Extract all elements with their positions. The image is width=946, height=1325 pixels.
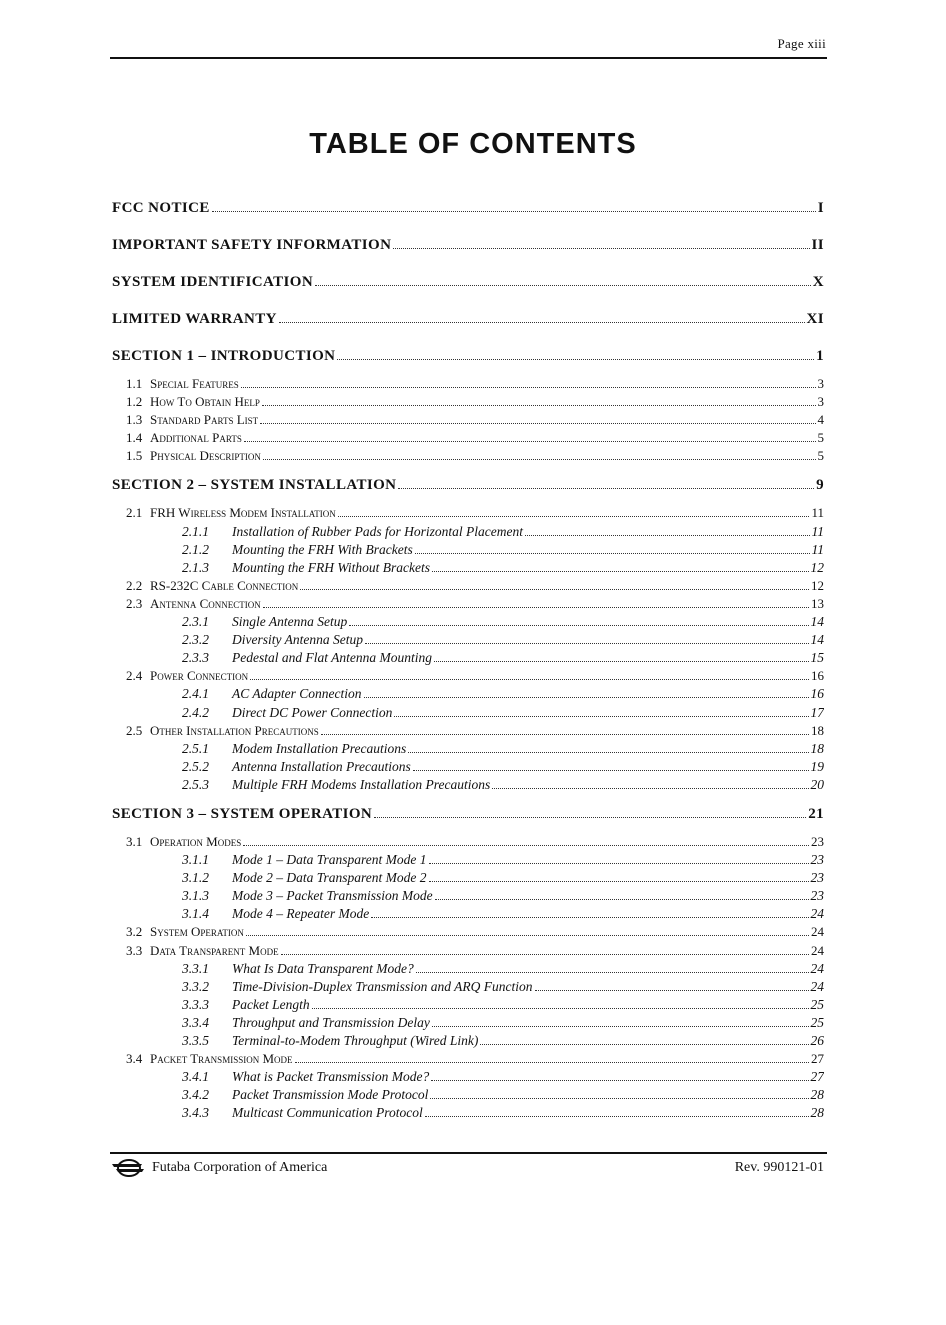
toc-entry-page: 3	[817, 376, 824, 391]
toc-entry-section[interactable]	[112, 375, 824, 393]
toc-entry-page: 3	[817, 394, 824, 410]
toc-entry-page: 24	[810, 906, 824, 922]
toc-entry-subsection[interactable]	[112, 559, 824, 577]
toc-entry-page: 5	[817, 430, 824, 446]
toc-entry-subsection[interactable]	[112, 996, 824, 1014]
toc-dot-leader	[374, 816, 806, 818]
toc-entry-section[interactable]	[112, 1050, 824, 1068]
toc-entry-page: 23	[811, 833, 824, 849]
toc-entry-number: 3.3.4	[182, 1014, 209, 1030]
toc-entry-number: 1.4	[126, 430, 143, 446]
toc-entry-subsection[interactable]	[112, 704, 824, 722]
toc-entry-page: 1	[816, 348, 824, 364]
toc-entry-number: 2.5.3	[182, 776, 209, 792]
company-name: Futaba Corporation of America	[152, 1160, 328, 1175]
toc-entry-page: 18	[811, 722, 824, 738]
toc-dot-leader	[337, 358, 814, 360]
toc-entry-page: 26	[810, 1033, 824, 1048]
toc-entry-subsection[interactable]	[112, 541, 824, 559]
toc-entry-number: 3.1.1	[182, 852, 209, 868]
toc-entry-number: 2.3	[126, 595, 143, 611]
toc-entry-label: Antenna Connection	[150, 595, 261, 611]
toc-entry-label: What Is Data Transparent Mode?	[232, 960, 414, 976]
toc-entry-section[interactable]	[112, 722, 824, 740]
toc-dot-leader	[434, 660, 809, 662]
toc-entry-label: IMPORTANT SAFETY INFORMATION	[112, 237, 392, 253]
toc-entry-subsection[interactable]	[112, 613, 824, 631]
toc-entry-subsection[interactable]	[112, 740, 824, 758]
toc-entry-number: 3.3.3	[182, 996, 209, 1012]
toc-entry-major[interactable]	[112, 467, 824, 504]
toc-entry-subsection[interactable]	[112, 905, 824, 923]
toc-dot-leader	[241, 386, 816, 388]
toc-entry-number: 2.3.3	[182, 650, 209, 666]
toc-entry-label: SYSTEM IDENTIFICATION	[112, 274, 314, 290]
toc-entry-section[interactable]	[112, 393, 824, 411]
toc-entry-page: 23	[810, 888, 824, 904]
toc-entry-section[interactable]	[112, 942, 824, 960]
toc-entry-label: Packet Length	[232, 996, 310, 1012]
toc-entry-label: Additional Parts	[150, 430, 242, 446]
toc-entry-subsection[interactable]	[112, 523, 824, 541]
toc-dot-leader	[212, 210, 816, 212]
toc-dot-leader	[262, 404, 816, 406]
toc-entry-label: Multiple FRH Modems Installation Precautions	[232, 776, 491, 792]
toc-entry-number: 3.4.1	[182, 1069, 209, 1085]
toc-entry-number: 2.5.1	[182, 740, 209, 756]
toc-entry-label: Packet Transmission Mode	[150, 1051, 293, 1067]
toc-entry-label: Throughput and Transmission Delay	[232, 1014, 430, 1030]
toc-entry-number: 3.4	[126, 1051, 143, 1067]
toc-dot-leader	[525, 534, 810, 536]
toc-entry-number: 3.1	[126, 833, 143, 849]
toc-dot-leader	[398, 487, 814, 489]
toc-entry-page: 28	[810, 1105, 824, 1121]
toc-entry-subsection[interactable]	[112, 1104, 824, 1122]
toc-entry-number: 3.3	[126, 942, 143, 958]
toc-entry-section[interactable]	[112, 429, 824, 447]
toc-entry-number: 2.5.2	[182, 758, 209, 774]
toc-entry-section[interactable]	[112, 577, 824, 595]
toc-entry-page: 15	[810, 650, 824, 666]
toc-entry-page: 18	[810, 740, 824, 756]
footer-company	[110, 1158, 327, 1178]
toc-entry-number: 3.4.3	[182, 1105, 209, 1121]
toc-entry-label: Time-Division-Duplex Transmission and ARQ Function	[232, 978, 533, 994]
toc-entry-number: 3.1.3	[182, 888, 209, 904]
toc-entry-number: 2.4	[126, 668, 143, 684]
toc-entry-number: 2.4.2	[182, 704, 209, 720]
toc-dot-leader	[364, 696, 809, 698]
toc-entry-page: 24	[811, 942, 824, 958]
toc-entry-label: FCC NOTICE	[112, 200, 210, 216]
toc-entry-page: 11	[811, 541, 824, 557]
toc-entry-number: 1.2	[126, 394, 143, 410]
toc-dot-leader	[415, 552, 810, 554]
toc-dot-leader	[260, 422, 815, 424]
toc-entry-page: 12	[811, 577, 824, 593]
toc-dot-leader	[321, 733, 809, 735]
toc-entry-label: Mode 3 – Packet Transmission Mode	[232, 888, 433, 904]
toc-dot-leader	[408, 751, 808, 753]
toc-dot-leader	[281, 953, 809, 955]
toc-entry-page: 11	[811, 505, 824, 521]
toc-entry-subsection[interactable]	[112, 1014, 824, 1032]
toc-entry-subsection[interactable]	[112, 869, 824, 887]
toc-entry-page: I	[817, 200, 824, 216]
toc-entry-label: SECTION 1 – INTRODUCTION	[112, 348, 336, 364]
toc-entry-page: 16	[810, 686, 824, 702]
toc-entry-number: 1.5	[126, 448, 143, 464]
toc-entry-number: 2.4.1	[182, 686, 209, 702]
toc-entry-page: 24	[810, 960, 824, 976]
toc-dot-leader	[480, 1043, 808, 1045]
toc-entry-major[interactable]	[112, 264, 824, 301]
toc-dot-leader	[435, 898, 809, 900]
toc-entry-number: 3.1.2	[182, 870, 209, 886]
toc-entry-page: 25	[810, 996, 824, 1012]
toc-entry-label: How To Obtain Help	[150, 394, 260, 410]
toc-dot-leader	[349, 624, 808, 626]
toc-entry-subsection[interactable]	[112, 887, 824, 905]
toc-entry-subsection[interactable]	[112, 649, 824, 667]
toc-entry-section[interactable]	[112, 923, 824, 941]
toc-entry-section[interactable]	[112, 833, 824, 851]
toc-entry-number: 3.4.2	[182, 1087, 209, 1103]
toc-entry-number: 3.3.2	[182, 978, 209, 994]
toc-entry-label: Multicast Communication Protocol	[232, 1105, 423, 1121]
toc-dot-leader	[429, 880, 809, 882]
toc-entry-label: Physical Description	[150, 448, 261, 464]
toc-entry-page: 19	[810, 758, 824, 774]
toc-dot-leader	[371, 916, 808, 918]
toc-entry-label: RS-232C Cable Connection	[150, 577, 299, 593]
toc-dot-leader	[246, 934, 809, 936]
toc-entry-major[interactable]	[112, 227, 824, 264]
toc-entry-page: 11	[811, 523, 824, 539]
toc-dot-leader	[425, 1115, 809, 1117]
toc-entry-label: Operation Modes	[150, 833, 242, 849]
toc-entry-label: Single Antenna Setup	[232, 614, 348, 630]
toc-entry-label: Antenna Installation Precautions	[232, 758, 411, 774]
toc-entry-subsection[interactable]	[112, 978, 824, 996]
toc-entry-subsection[interactable]	[112, 758, 824, 776]
toc-dot-leader	[431, 1079, 808, 1081]
toc-dot-leader	[243, 844, 809, 846]
toc-entry-page: 17	[810, 704, 824, 720]
toc-entry-subsection[interactable]	[112, 776, 824, 794]
toc-entry-page: 20	[810, 776, 824, 792]
toc-entry-major[interactable]	[112, 796, 824, 833]
toc-entry-label: Pedestal and Flat Antenna Mounting	[232, 650, 432, 666]
toc-entry-page: 4	[817, 412, 824, 428]
toc-dot-leader	[432, 570, 809, 572]
toc-entry-label: Mode 4 – Repeater Mode	[232, 906, 370, 922]
toc-entry-subsection[interactable]	[112, 685, 824, 703]
toc-entry-label: Power Connection	[150, 668, 249, 684]
toc-entry-page: 16	[811, 668, 824, 684]
toc-entry-label: Mounting the FRH Without Brackets	[232, 559, 430, 575]
toc-entry-label: What is Packet Transmission Mode?	[232, 1069, 430, 1085]
toc-dot-leader	[393, 247, 809, 249]
toc-entry-number: 2.1.1	[182, 523, 209, 539]
toc-dot-leader	[315, 284, 811, 286]
toc-entry-section[interactable]	[112, 447, 824, 465]
toc-dot-leader	[492, 787, 808, 789]
toc-entry-page: 24	[810, 978, 824, 994]
toc-entry-number: 3.3.1	[182, 960, 209, 976]
toc-entry-number: 1.1	[126, 376, 143, 391]
toc-entry-label: Mode 2 – Data Transparent Mode 2	[232, 870, 427, 886]
toc-dot-leader	[394, 715, 808, 717]
header-rule	[110, 57, 827, 59]
toc-entry-page: 5	[817, 448, 824, 464]
toc-entry-label: System Operation	[150, 924, 244, 940]
toc-entry-subsection[interactable]	[112, 1086, 824, 1104]
toc-dot-leader	[432, 1025, 809, 1027]
toc-dot-leader	[250, 678, 809, 680]
toc-dot-leader	[430, 1097, 808, 1099]
toc-entry-subsection[interactable]	[112, 1068, 824, 1086]
toc-entry-number: 3.3.5	[182, 1033, 209, 1048]
toc-entry-page: 24	[811, 924, 824, 940]
toc-entry-label: Other Installation Precautions	[150, 722, 319, 738]
toc-entry-page: 21	[808, 805, 824, 822]
toc-dot-leader	[279, 321, 805, 323]
toc-entry-number: 2.3.1	[182, 614, 209, 630]
toc-entry-subsection[interactable]	[112, 960, 824, 978]
toc-entry-page: 27	[811, 1051, 824, 1067]
toc-entry-page: 27	[810, 1069, 824, 1085]
toc-entry-label: LIMITED WARRANTY	[112, 311, 277, 327]
toc-dot-leader	[263, 606, 809, 608]
toc-entry-page: 9	[816, 477, 824, 494]
revision-label: Rev. 990121-01	[734, 1160, 824, 1175]
toc-dot-leader	[244, 440, 816, 442]
toc-entry-label: Modem Installation Precautions	[232, 740, 407, 756]
toc-entry-major[interactable]	[112, 301, 824, 338]
toc-entry-page: 23	[810, 852, 824, 868]
page-number-header: Page xiii	[777, 36, 826, 51]
toc-dot-leader	[295, 1061, 809, 1063]
toc-dot-leader	[413, 769, 809, 771]
toc-dot-leader	[312, 1007, 809, 1009]
table-of-contents	[112, 190, 824, 1122]
toc-entry-page: 28	[810, 1087, 824, 1103]
toc-entry-label: SECTION 2 – SYSTEM INSTALLATION	[112, 477, 397, 494]
toc-entry-page: 12	[810, 559, 824, 575]
toc-entry-page: 14	[810, 614, 824, 630]
toc-entry-number: 2.1.3	[182, 559, 209, 575]
toc-dot-leader	[535, 989, 809, 991]
toc-entry-section[interactable]	[112, 667, 824, 685]
toc-entry-page: 13	[811, 595, 824, 611]
toc-dot-leader	[263, 458, 816, 460]
toc-dot-leader	[300, 588, 809, 590]
toc-dot-leader	[416, 971, 809, 973]
toc-entry-label: SECTION 3 – SYSTEM OPERATION	[112, 805, 373, 822]
toc-entry-label: Packet Transmission Mode Protocol	[232, 1087, 429, 1103]
page-title: TABLE OF CONTENTS	[309, 128, 637, 160]
toc-entry-label: Diversity Antenna Setup	[232, 632, 363, 648]
toc-entry-label: Standard Parts List	[150, 412, 259, 428]
toc-entry-label: Mode 1 – Data Transparent Mode 1	[232, 852, 427, 868]
toc-entry-page: II	[811, 237, 824, 253]
toc-entry-subsection[interactable]	[112, 1032, 824, 1050]
toc-entry-page: 14	[810, 632, 824, 648]
toc-entry-label: Data Transparent Mode	[150, 942, 279, 958]
footer-rule	[110, 1152, 827, 1154]
toc-entry-major[interactable]	[112, 190, 824, 227]
toc-entry-number: 2.1	[126, 505, 143, 521]
toc-entry-subsection[interactable]	[112, 631, 824, 649]
toc-entry-number: 2.1.2	[182, 541, 209, 557]
toc-dot-leader	[338, 515, 810, 517]
toc-entry-label: Special Features	[150, 376, 239, 391]
toc-entry-label: Mounting the FRH With Brackets	[232, 541, 413, 557]
toc-entry-page: XI	[806, 311, 824, 327]
toc-entry-page: 25	[810, 1014, 824, 1030]
toc-entry-label: Direct DC Power Connection	[232, 704, 393, 720]
toc-entry-major[interactable]	[112, 338, 824, 375]
toc-entry-section[interactable]	[112, 595, 824, 613]
futaba-logo-icon	[110, 1158, 146, 1178]
toc-entry-subsection[interactable]	[112, 851, 824, 869]
toc-entry-page: 23	[810, 870, 824, 886]
toc-entry-number: 2.3.2	[182, 632, 209, 648]
toc-entry-page: X	[812, 274, 824, 290]
toc-entry-number: 2.5	[126, 722, 143, 738]
toc-dot-leader	[365, 642, 809, 644]
toc-entry-label: FRH Wireless Modem Installation	[150, 505, 336, 521]
toc-entry-number: 3.1.4	[182, 906, 209, 922]
toc-entry-number: 3.2	[126, 924, 143, 940]
toc-dot-leader	[429, 862, 809, 864]
toc-entry-number: 2.2	[126, 577, 143, 593]
toc-entry-section[interactable]	[112, 504, 824, 522]
toc-entry-label: Installation of Rubber Pads for Horizontal Placement	[232, 523, 523, 539]
toc-entry-section[interactable]	[112, 411, 824, 429]
toc-entry-label: AC Adapter Connection	[232, 686, 362, 702]
toc-entry-number: 1.3	[126, 412, 143, 428]
toc-entry-label: Terminal-to-Modem Throughput (Wired Link)	[232, 1033, 479, 1048]
